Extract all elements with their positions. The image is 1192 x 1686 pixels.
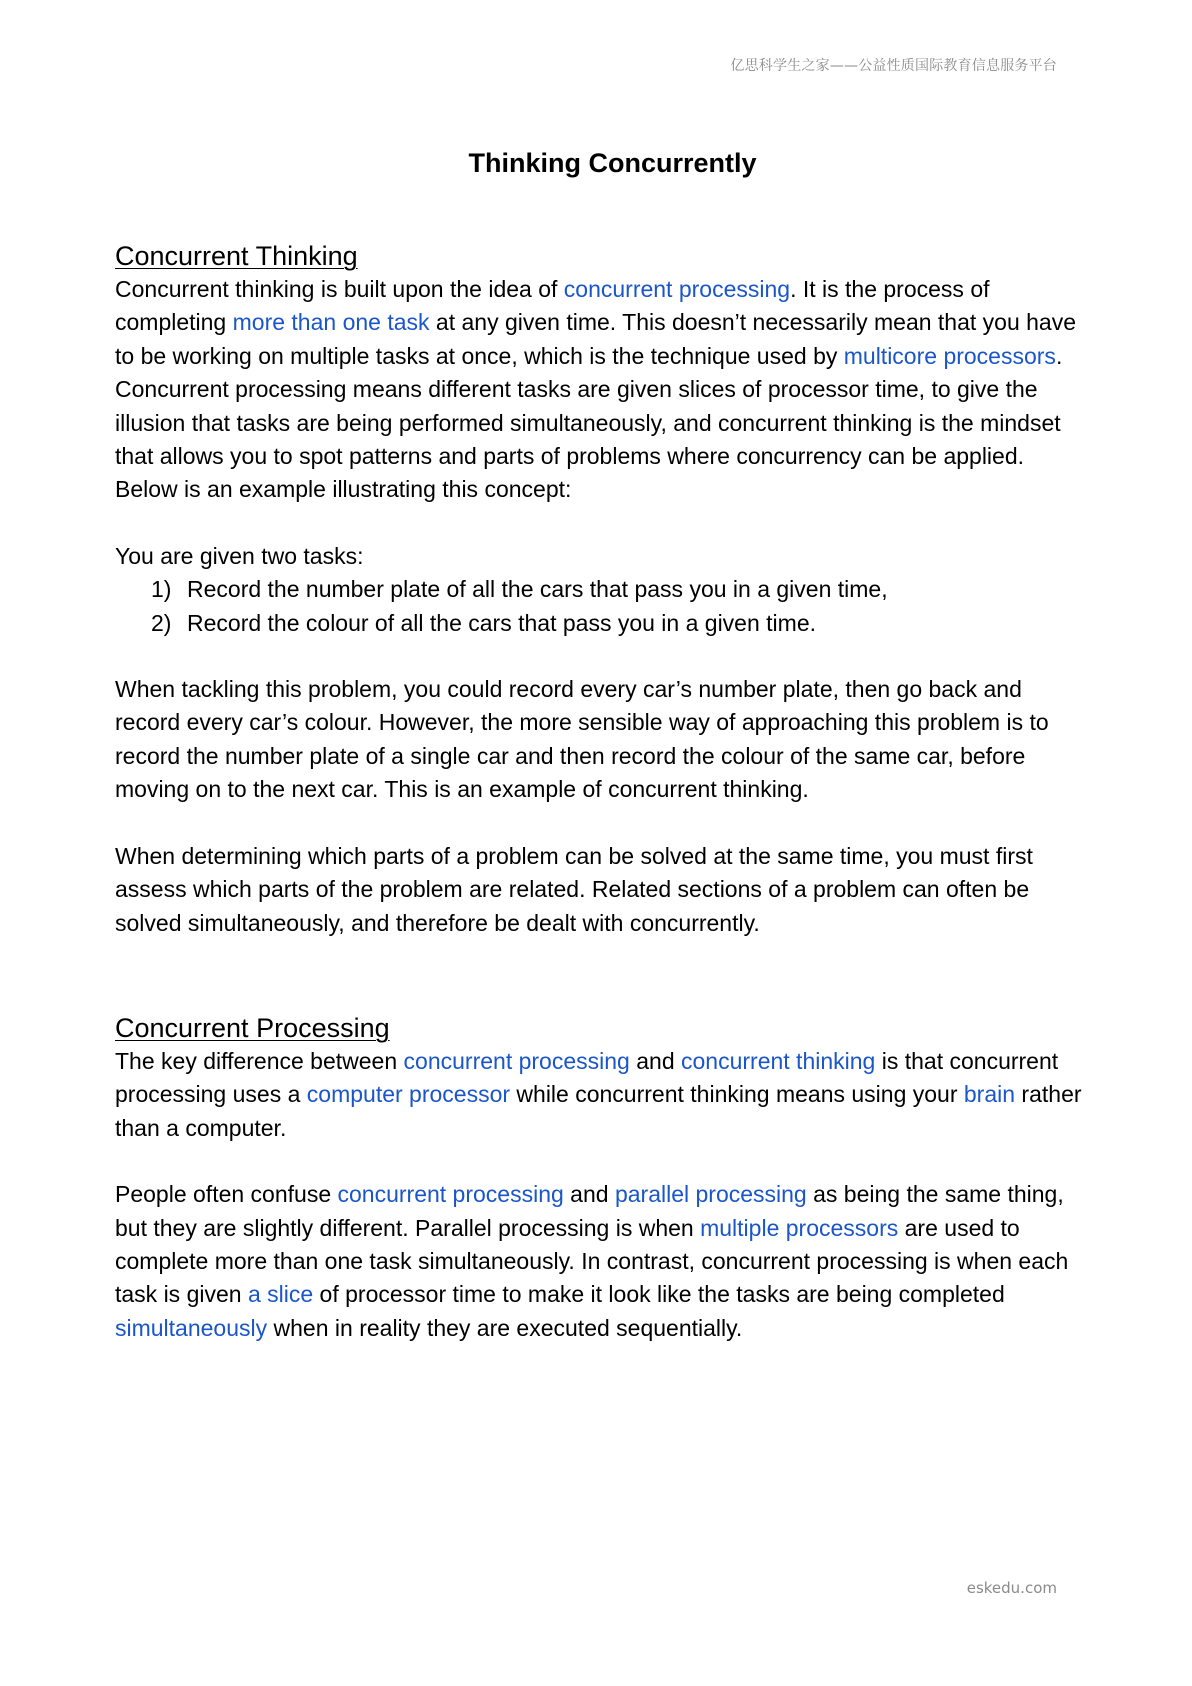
paragraph [115,673,1090,807]
text-run: . It is the process of completing [115,276,990,336]
text-run: When tackling this problem, you could record every car’s number plate, then go back and record every car’s colour. However, the more sensible way of approaching this problem is to record the number plate of a single car and then record the colour of the same car, before moving on to the next car. This is an example of concurrent thinking. [115,676,1049,803]
document-title: Thinking Concurrently [468,148,757,178]
text-link[interactable]: simultaneously [115,1314,268,1341]
list-item-number: 2) [151,609,172,636]
paragraph [115,273,1090,507]
text-link[interactable]: concurrent processing [563,276,791,302]
paragraph [115,1178,1090,1345]
text-link[interactable]: multicore processors [843,342,1056,369]
text-run: You are given two tasks: [115,542,364,569]
text-link[interactable]: brain [963,1081,1016,1108]
section-concurrent-processing [115,1011,1090,1345]
site-header-text: 亿思科学生之家——公益性质国际教育信息服务平台 [730,58,1057,74]
text-run: as being the same thing, but they are slightly different. Parallel processing is when [115,1181,1064,1241]
text-run: while concurrent thinking means using your [510,1081,964,1108]
text-run: at any given time. This doesn’t necessarily mean that you have to be working on multiple tasks at once, which is the technique used by [115,309,1077,369]
text-run: of processor time to make it look like the tasks are being completed [313,1281,1005,1308]
text-run: when in reality they are executed sequentially. [267,1314,743,1341]
text-link[interactable]: concurrent processing [403,1047,630,1074]
text-link[interactable]: parallel processing [614,1181,807,1208]
text-run: . Concurrent processing means different tasks are given slices of processor time, to give the illusion that tasks are being performed simultaneously, and concurrent thinking is the mindset that allows you to spot patterns and parts of problems where concurrency can be applied. Below is an example illustrating this concept: [115,342,1063,503]
text-run: rather than a computer. [115,1081,1082,1141]
task-list [115,573,1090,640]
paragraph [115,1045,1090,1145]
text-link[interactable]: computer processor [306,1081,511,1108]
section-concurrent-thinking [115,239,1090,940]
list-item [151,607,1090,640]
text-run: People often confuse [115,1181,338,1208]
text-run: Concurrent thinking is built upon the idea of [115,276,564,302]
text-link[interactable]: more than one task [232,309,430,336]
text-run: The key difference between [115,1047,404,1074]
text-run: and [563,1181,615,1208]
text-run: is that concurrent processing uses a [115,1047,1059,1108]
document-body [115,143,1090,1345]
list-item-number: 1) [151,576,172,603]
paragraph [115,840,1090,940]
section-heading: Concurrent Processing [115,1012,390,1043]
paragraph [115,540,1090,573]
text-run: are used to complete more than one task simultaneously. In contrast, concurrent processing is when each task is given [115,1214,1069,1308]
text-run: When determining which parts of a problem can be solved at the same time, you must first assess which parts of the problem are related. Related sections of a problem can often be solved simultaneously, and therefore be dealt with concurrently. [115,842,1033,936]
text-run: and [629,1047,681,1074]
text-link[interactable]: concurrent processing [337,1181,564,1208]
section-heading: Concurrent Thinking [115,241,358,271]
list-item-text: Record the colour of all the cars that pass you in a given time. [187,609,816,636]
text-link[interactable]: multiple processors [700,1214,899,1241]
list-item [151,573,1090,606]
text-link[interactable]: concurrent thinking [681,1047,876,1074]
footer-watermark: eskedu.com [966,1579,1057,1597]
list-item-text: Record the number plate of all the cars that pass you in a given time, [187,576,888,603]
text-link[interactable]: a slice [247,1281,314,1308]
